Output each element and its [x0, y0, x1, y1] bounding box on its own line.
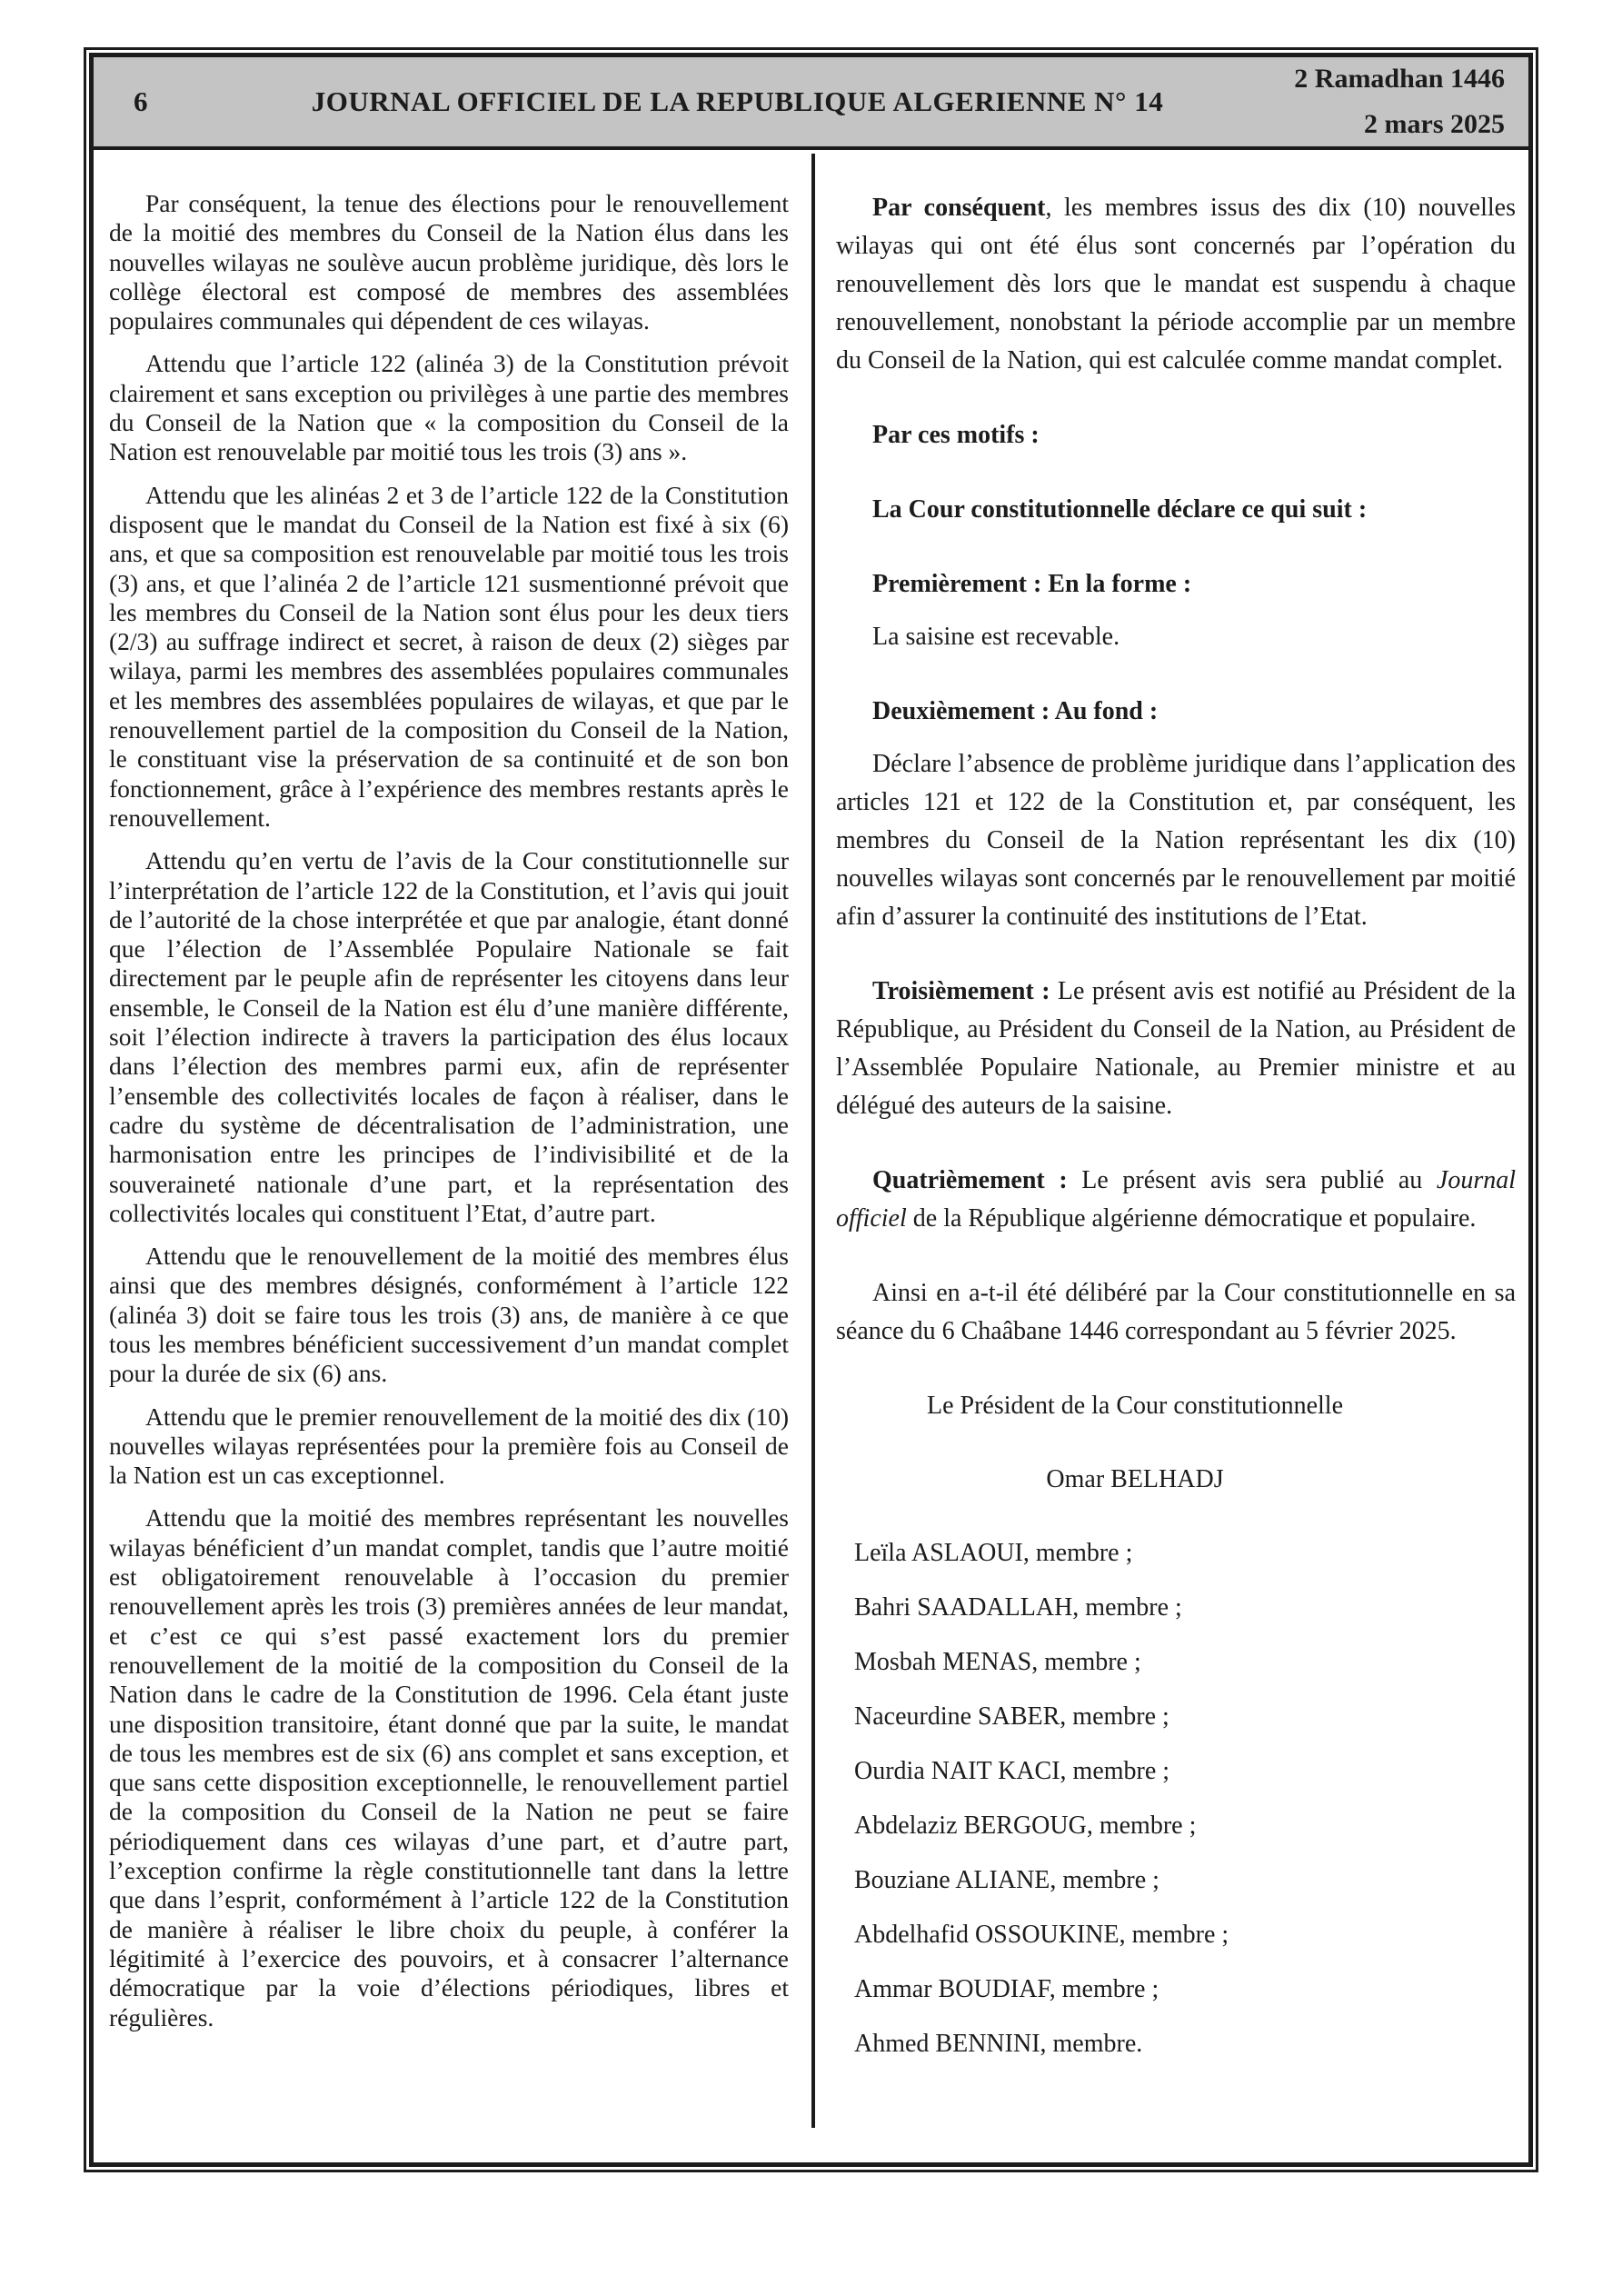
paragraph-text: de la République algérienne démocratique et populaire.: [906, 1204, 1477, 1233]
member-item: Abdelhafid OSSOUKINE, membre ;: [854, 1921, 1229, 1949]
paragraph-text: , les membres issus des dix (10) nouvelles wilayas qui ont été élus sont concernés par l’opération du renouvellement dès lors que le mandat est suspendu à chaque renouvellement, nonobstant la période accomplie par un membre du Conseil de la Nation, qui est calculée comme mandat complet.: [836, 194, 1516, 374]
member-item: Mosbah MENAS, membre ;: [854, 1648, 1141, 1676]
second-point-text: Déclare l’absence de problème juridique dans l’application des articles 121 et 122 de la Constitution et, par conséquent, les membres du Conseil de la Nation représentant les dix (10) nouvelles wilayas sont concernés par le renouvellement par moitié afin d’assurer la continuité des institutions de l’Etat.: [836, 750, 1516, 931]
paragraph: [836, 189, 1516, 380]
date-hijri: 2 Ramadhan 1446: [1294, 64, 1505, 94]
journal-title: JOURNAL OFFICIEL DE LA REPUBLIQUE ALGERIENNE N° 14: [311, 85, 1164, 117]
signature-role: Le Président de la Cour constitutionnelle: [926, 1392, 1343, 1420]
deliberation-paragraph: Ainsi en a-t-il été délibéré par la Cour constitutionnelle en sa séance du 6 Chaâbane 1446 correspondant au 5 février 2025.: [836, 1279, 1516, 1345]
paragraph: Par conséquent, la tenue des élections pour le renouvellement de la moitié des membres du Conseil de la Nation élus dans les nouvelles wilayas ne soulève aucun problème juridique, dès lors le collège électoral est composé de membres des assemblées populaires communales qui dépendent de ces wilayas.: [109, 189, 789, 335]
paragraph: Attendu que le renouvellement de la moitié des membres élus ainsi que des membres désignés, conformément à l’article 122 (alinéa 3) doit se faire tous les trois (3) ans, de manière à ce que tous les membres bénéficient successivement d’un mandat complet pour la durée de six (6) ans.: [109, 1242, 789, 1388]
member-item: Abdelaziz BERGOUG, membre ;: [854, 1812, 1197, 1840]
issue-dates: [1232, 56, 1528, 147]
first-point-heading: Premièrement : En la forme :: [872, 570, 1192, 598]
paragraph-lead: Quatrièmement :: [872, 1166, 1068, 1194]
third-point: [836, 973, 1516, 1125]
fourth-point: [836, 1162, 1516, 1238]
paragraph: Attendu que l’article 122 (alinéa 3) de la Constitution prévoit clairement et sans exception ou privilèges à une partie des membres du Conseil de la Nation que « la composition du Conseil de la Nation est renouvelable par moitié tous les trois (3) ans ».: [109, 349, 789, 466]
member-item: Bouziane ALIANE, membre ;: [854, 1866, 1159, 1894]
paragraph-lead: Troisièmement :: [872, 977, 1050, 1005]
left-column: [109, 189, 789, 2046]
member-item: Naceurdine SABER, membre ;: [854, 1702, 1169, 1731]
column-divider: [811, 154, 815, 2128]
paragraph: Attendu qu’en vertu de l’avis de la Cour constitutionnelle sur l’interprétation de l’article 122 de la Constitution, et l’avis qui jouit de l’autorité de la chose interprétée et que par analogie, étant donné que l’élection de l’Assemblée Populaire Nationale se fait directement par le peuple afin de représenter les citoyens dans leur ensemble, le Conseil de la Nation est élu d’une manière différente, soit l’élection indirecte à travers la participation des élus locaux dans l’élection des membres parmi eux, afin de représenter l’ensemble des collectivités locales de façon à réaliser, dans le cadre du système de décentralisation de l’administration, une harmonisation entre les principes de l’indivisibilité et de la souveraineté nationale d’une part, et la représentation des collectivités locales qui constituent l’Etat, d’autre part.: [109, 846, 789, 1227]
page-frame: [84, 47, 1538, 2172]
right-column: [836, 189, 1516, 2080]
paragraph-text: Le présent avis sera publié au: [1067, 1166, 1437, 1194]
paragraph: Attendu que les alinéas 2 et 3 de l’article 122 de la Constitution disposent que le mandat du Conseil de la Nation est fixé à six (6) ans, et que sa composition est renouvelable par moitié tous les trois (3) ans, et que l’alinéa 2 de l’article 121 susmentionné prévoit que les membres du Conseil de la Nation sont élus pour les deux tiers (2/3) au suffrage indirect et secret, à raison de deux (2) sièges par wilaya, parmi les membres des assemblées populaires communales et les membres des assemblées populaires de wilayas, et que par le renouvellement partiel de la composition du Conseil de la Nation, le constituant vise la préservation de sa continuité et de son bon fonctionnement, grâce à l’expérience des membres restants après le renouvellement.: [109, 480, 789, 832]
signature-name: Omar BELHADJ: [1046, 1465, 1224, 1493]
date-gregorian: 2 mars 2025: [1364, 109, 1505, 139]
paragraph-text: Le présent avis est notifié au Président de la République, au Président du Conseil de la Nation, au Président de l’Assemblée Populaire Nationale, au Premier ministre et au délégué des auteurs de la saisine.: [836, 977, 1516, 1120]
paragraph: Attendu que la moitié des membres représentant les nouvelles wilayas bénéficient d’un mandat complet, tandis que l’autre moitié est obligatoirement renouvelable à l’occasion du premier renouvellement après les trois (3) premières années de leur mandat, et c’est ce qui s’est passé exactement lors du premier renouvellement de la moitié de la composition du Conseil de la Nation dans le cadre de la Constitution de 1996. Cela étant juste une disposition transitoire, étant donné que par la suite, le mandat de tous les membres est de six (6) ans complet et sans exception, et que sans cette disposition exceptionnelle, le renouvellement partiel de la composition du Conseil de la Nation ne peut se faire périodiquement dans ces wilayas d’une part, et d’autre part, l’exception confirme la règle constitutionnelle tant dans la lettre que dans l’esprit, conformément à l’article 122 de la Constitution de manière à réaliser le libre choix du peuple, à conférer la légitimité à l’exercice des pouvoirs, et à consacrer l’alternance démocratique par la voie d’élections périodiques, libres et régulières.: [109, 1503, 789, 2031]
page-header: [94, 57, 1528, 150]
member-item: Bahri SAADALLAH, membre ;: [854, 1593, 1182, 1622]
page-number: 6: [134, 85, 148, 117]
member-item: Leïla ASLAOUI, membre ;: [854, 1539, 1133, 1567]
first-point-text: La saisine est recevable.: [872, 623, 1120, 651]
paragraph: Attendu que le premier renouvellement de la moitié des dix (10) nouvelles wilayas représentées pour la première fois au Conseil de la Nation est un cas exceptionnel.: [109, 1402, 789, 1490]
member-item: Ammar BOUDIAF, membre ;: [854, 1975, 1159, 2003]
journal-officiel-italic: Journal officiel: [836, 1166, 1516, 1233]
paragraph-lead: Par conséquent: [872, 194, 1046, 222]
member-item: Ourdia NAIT KACI, membre ;: [854, 1757, 1170, 1785]
member-item: Ahmed BENNINI, membre.: [854, 2030, 1143, 2058]
court-declaration-heading: La Cour constitutionnelle déclare ce qui suit :: [872, 495, 1368, 524]
second-point-heading: Deuxièmement : Au fond :: [872, 697, 1159, 725]
motifs-heading: Par ces motifs :: [872, 421, 1040, 449]
page-frame-inner: [89, 53, 1533, 2167]
